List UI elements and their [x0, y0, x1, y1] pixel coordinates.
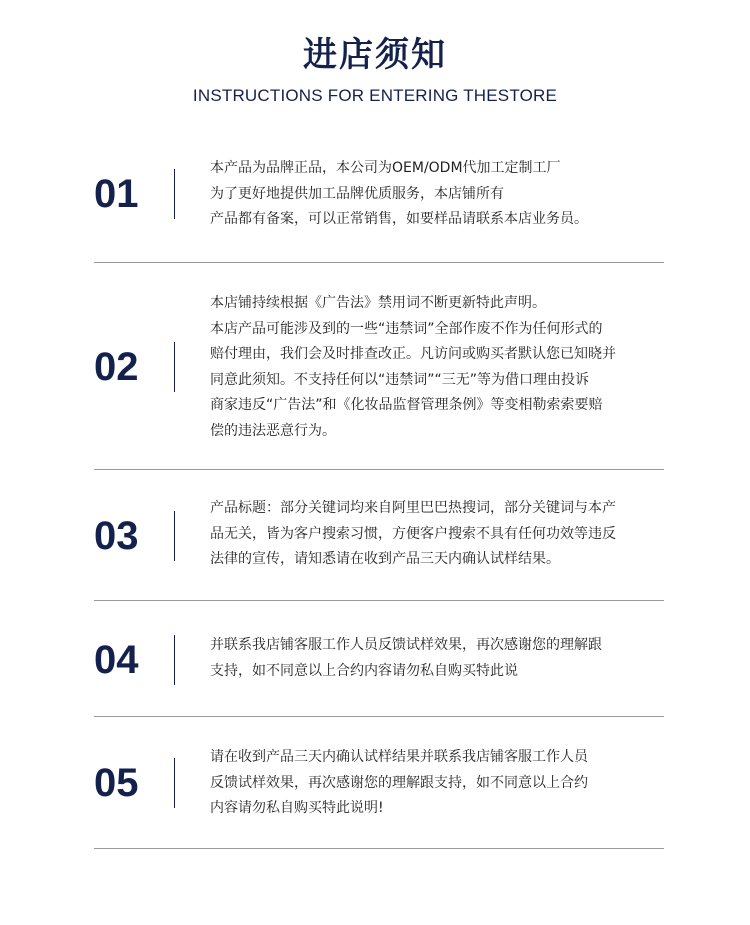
- notice-section-05: [94, 717, 664, 850]
- vertical-divider: [174, 511, 175, 561]
- notice-section-02: [94, 263, 664, 470]
- section-text: [210, 633, 655, 684]
- section-number: 05: [94, 761, 139, 805]
- page-subtitle: INSTRUCTIONS FOR ENTERING THESTORE: [192, 86, 558, 105]
- section-text-line: 商家违反“广告法”和《化妆品监督管理条例》等变相勒索索要赔: [210, 397, 603, 413]
- section-number: 01: [94, 172, 139, 216]
- notice-section-04: [94, 601, 664, 717]
- section-text-line: 法律的宣传，请知悉请在收到产品三天内确认试样结果。: [210, 551, 560, 567]
- section-text-line: 支持，如不同意以上合约内容请勿私自购买特此说: [210, 662, 518, 679]
- section-text-line: 请在收到产品三天内确认试样结果并联系我店铺客服工作人员: [210, 749, 588, 765]
- vertical-divider: [174, 342, 175, 392]
- notice-section-01: [94, 140, 664, 263]
- vertical-divider: [174, 758, 175, 808]
- section-text-line: 并联系我店铺客服工作人员反馈试样效果，再次感谢您的理解跟: [210, 637, 602, 653]
- notice-section-03: [94, 470, 664, 601]
- section-number: 03: [94, 514, 139, 558]
- section-text-line: 偿的违法恶意行为。: [210, 422, 336, 439]
- section-text-line: 本店产品可能涉及到的一些“违禁词”全部作废不作为任何形式的: [210, 320, 603, 337]
- section-text: [210, 496, 655, 573]
- section-text-line: 本店铺持续根据《广告法》禁用词不断更新特此声明。: [210, 295, 546, 311]
- page-title: 进店须知: [303, 35, 447, 75]
- section-text-line: 反馈试样效果，再次感谢您的理解跟支持，如不同意以上合约: [210, 774, 588, 791]
- vertical-divider: [174, 635, 175, 685]
- section-text-line: 品无关，皆为客户搜索习惯，方便客户搜索不具有任何功效等违反: [210, 525, 616, 542]
- section-text-line: 赔付理由，我们会及时排查改正。凡访问或购买者默认您已知晓并: [210, 346, 616, 362]
- section-number: 02: [94, 345, 139, 389]
- section-text-line: 本产品为品牌正品，本公司为OEM/ODM代加工定制工厂: [210, 160, 561, 176]
- section-text-line: 为了更好地提供加工品牌优质服务，本店铺所有: [210, 185, 504, 202]
- section-text-line: 同意此须知。不支持任何以“违禁词”“三无”等为借口理由投诉: [210, 371, 590, 388]
- section-number: 04: [94, 638, 139, 682]
- section-text-line: 内容请勿私自购买特此说明!: [210, 800, 384, 816]
- section-text-line: 产品都有备案，可以正常销售，如要样品请联系本店业务员。: [210, 211, 588, 227]
- section-text: [210, 291, 655, 444]
- vertical-divider: [174, 169, 175, 219]
- section-text-line: 产品标题：部分关键词均来自阿里巴巴热搜词，部分关键词与本产: [210, 500, 616, 516]
- section-divider: [94, 848, 664, 849]
- page-header: [0, 0, 750, 140]
- section-text: [210, 156, 655, 233]
- section-text: [210, 745, 655, 822]
